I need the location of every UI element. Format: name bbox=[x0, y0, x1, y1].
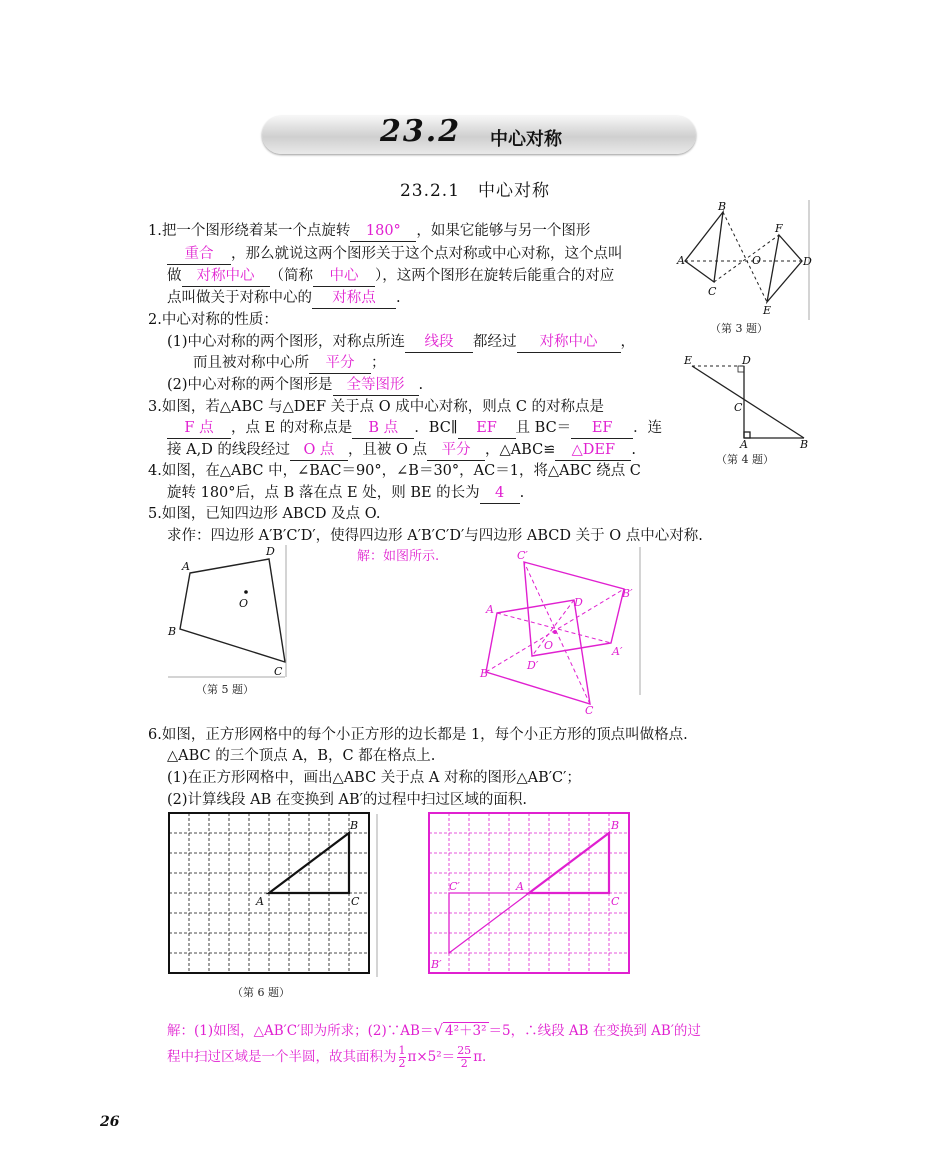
caption-4: （第 4 题） bbox=[716, 453, 774, 466]
q2-blank-2: 对称中心 bbox=[517, 332, 621, 353]
fig6ans-label-c: C bbox=[611, 895, 620, 908]
fig3-label-d: D bbox=[803, 255, 812, 268]
fig6ans-label-c2: C′ bbox=[449, 880, 460, 893]
q2-text: 都经过 bbox=[473, 334, 517, 350]
fig5ans-label-a2: A′ bbox=[612, 645, 623, 658]
section-number: 23.2 bbox=[380, 114, 462, 149]
q2-text: 而且被对称中心所 bbox=[193, 355, 309, 371]
fig3-label-b: B bbox=[718, 200, 727, 213]
fig4-label-c: C bbox=[734, 401, 743, 414]
fig6ans-label-b: B bbox=[611, 819, 620, 832]
fig3-label-f: F bbox=[775, 222, 783, 235]
fig6-label-c: C bbox=[351, 895, 360, 908]
fig3-label-a: A bbox=[677, 254, 685, 267]
fig4-label-d: D bbox=[742, 354, 751, 367]
q2-text: ； bbox=[371, 355, 386, 371]
figure-4 bbox=[680, 352, 810, 452]
q6-solution-radicand: 4²＋3² bbox=[445, 1023, 487, 1039]
fig5-label-o: O bbox=[239, 597, 249, 610]
q6-solution-text: 程中扫过区域是一个半圆，故其面积为 bbox=[167, 1049, 397, 1065]
fraction-denominator: 2 bbox=[398, 1057, 406, 1070]
section-title: 中心对称 bbox=[490, 129, 562, 150]
fig5ans-label-c2: C′ bbox=[517, 549, 528, 562]
caption-6: （第 6 题） bbox=[232, 986, 290, 999]
q1-text: 点叫做关于对称中心的 bbox=[167, 290, 312, 306]
q6-text: (2)计算线段 AB 在变换到 AB′的过程中扫过区域的面积. bbox=[167, 792, 528, 808]
q2-text: 2.中心对称的性质： bbox=[148, 312, 278, 328]
figure-5-answer bbox=[472, 545, 644, 717]
fraction-numerator: 25 bbox=[457, 1044, 472, 1057]
figure-6-answer bbox=[428, 812, 634, 978]
q3-blank-3: EF bbox=[458, 418, 516, 439]
figure-6 bbox=[168, 812, 380, 980]
q2-blank-4: 全等图形 bbox=[333, 375, 419, 396]
fig6ans-label-a: A bbox=[516, 880, 524, 893]
q1-blank-4: 中心 bbox=[313, 266, 375, 287]
q6-solution-text: 解：(1)如图，△AB′C′即为所求；(2)∵AB＝ bbox=[167, 1023, 434, 1039]
figure-5 bbox=[165, 543, 289, 679]
page-number: 26 bbox=[100, 1114, 120, 1130]
fig5-label-d: D bbox=[266, 545, 275, 558]
q3-blank-2: B 点 bbox=[352, 418, 414, 439]
q3-text: ．连 bbox=[633, 420, 663, 436]
q6-solution-text: π×5²＝ bbox=[407, 1049, 456, 1065]
fraction-denominator: 2 bbox=[460, 1057, 468, 1070]
q6-text: △ABC 的三个顶点 A，B，C 都在格点上. bbox=[167, 748, 436, 764]
fig5ans-label-c: C bbox=[585, 704, 594, 717]
fig3-triangle-def bbox=[767, 235, 802, 302]
q1-text: （简称 bbox=[269, 268, 313, 284]
q1-blank-5: 对称点 bbox=[312, 288, 396, 309]
fig5-quadrilateral bbox=[180, 559, 285, 662]
q3-text: ，点 E 的对称点是 bbox=[231, 420, 353, 436]
q1-text: ，那么就说这两个图形关于这个点对称或中心对称，这个点叫 bbox=[231, 246, 623, 262]
fig5ans-label-b2: B′ bbox=[622, 587, 633, 600]
q3-blank-4: EF bbox=[571, 418, 633, 439]
q4-blank-1: 4 bbox=[480, 483, 520, 504]
q3-blank-6: 平分 bbox=[427, 440, 485, 461]
q4-text: 旋转 180°后，点 B 落在点 E 处，则 BE 的长为 bbox=[167, 485, 480, 501]
fig3-label-c: C bbox=[708, 285, 717, 298]
q2-text: (2)中心对称的两个图形是 bbox=[167, 377, 333, 393]
fig5ans-abcd bbox=[486, 600, 590, 704]
q1-blank-2: 重合 bbox=[167, 244, 231, 265]
q2-text: . bbox=[418, 377, 424, 393]
fig4-label-a: A bbox=[740, 438, 748, 451]
caption-5: （第 5 题） bbox=[196, 683, 254, 696]
q3-blank-5: O 点 bbox=[290, 440, 348, 461]
q6-solution-text: π. bbox=[473, 1049, 487, 1065]
q1-text: ，如果它能够与另一个图形 bbox=[416, 223, 591, 239]
q3-text: ，△ABC≌ bbox=[485, 442, 556, 458]
q1-blank-1: 180° bbox=[350, 221, 416, 242]
fig5-label-c: C bbox=[274, 665, 283, 678]
q3-text: ，且被 O 点 bbox=[347, 442, 428, 458]
q5-text: 5.如图，已知四边形 ABCD 及点 O. bbox=[148, 506, 381, 522]
fig5ans-label-b: B bbox=[480, 667, 489, 680]
q2-text: (1)中心对称的两个图形，对称点所连 bbox=[167, 334, 406, 350]
q5-text: 求作：四边形 A′B′C′D′，使得四边形 A′B′C′D′与四边形 ABCD 关于 O 点中心对称. bbox=[167, 528, 703, 544]
fig5ans-label-d: D bbox=[574, 596, 583, 609]
fig5ans-label-d2: D′ bbox=[527, 659, 539, 672]
fig4-label-b: B bbox=[800, 438, 809, 451]
q3-text: ．BC∥ bbox=[414, 420, 458, 436]
q6-text: (1)在正方形网格中，画出△ABC 关于点 A 对称的图形△AB′C′； bbox=[167, 770, 581, 786]
fig6-label-a: A bbox=[256, 895, 264, 908]
q1-text: 1.把一个图形绕着某一个点旋转 bbox=[148, 223, 351, 239]
q6-solution-line-1: 解：(1)如图，△AB′C′即为所求；(2)∵AB＝√ 4²＋3² ＝5，∴线段 AB 在变换到 AB′的过 bbox=[167, 1021, 701, 1039]
q1-blank-3: 对称中心 bbox=[182, 266, 270, 287]
q3-text: 3.如图，若△ABC 与△DEF 关于点 O 成中心对称，则点 C 的对称点是 bbox=[148, 399, 605, 415]
fig5ans-label-a: A bbox=[486, 603, 494, 616]
q1-text: ），这两个图形在旋转后能重合的对应 bbox=[375, 268, 615, 284]
q4-text: . bbox=[519, 485, 525, 501]
q2-blank-3: 平分 bbox=[309, 353, 371, 374]
fig3-triangle-abc bbox=[685, 212, 723, 282]
q6-text: 6.如图，正方形网格中的每个小正方形的边长都是 1，每个小正方形的顶点叫做格点. bbox=[148, 727, 688, 743]
section-banner bbox=[262, 116, 696, 154]
fig5-label-a: A bbox=[182, 560, 190, 573]
q3-text: . bbox=[631, 442, 636, 458]
q1-text: . bbox=[396, 290, 401, 306]
fig6ans-label-b2: B′ bbox=[431, 958, 442, 971]
q3-blank-7: △DEF bbox=[555, 440, 631, 461]
fig3-label-e: E bbox=[763, 304, 772, 317]
fig5ans-label-o: O bbox=[544, 639, 554, 652]
q3-text: 接 A,D 的线段经过 bbox=[167, 442, 290, 458]
q4-text: 4.如图，在△ABC 中，∠BAC＝90°，∠B＝30°，AC＝1，将△ABC 绕点 C bbox=[148, 463, 641, 479]
caption-3: （第 3 题） bbox=[710, 322, 768, 335]
q3-text: 且 BC＝ bbox=[515, 420, 572, 436]
subsection-title: 23.2.1 中心对称 bbox=[399, 181, 551, 201]
fig5-label-b: B bbox=[168, 625, 177, 638]
q6-solution-line-2 bbox=[167, 1045, 486, 1070]
fig5ans-a2b2c2d2 bbox=[524, 562, 624, 656]
q6-solution-text: ＝5，∴线段 AB 在变换到 AB′的过 bbox=[488, 1023, 701, 1039]
fig4-label-e: E bbox=[684, 354, 693, 367]
q5-answer: 解：如图所示. bbox=[357, 549, 440, 564]
fraction-numerator: 1 bbox=[398, 1044, 406, 1057]
q1-text: 做 bbox=[167, 268, 182, 284]
fig3-label-o: O bbox=[752, 254, 762, 267]
q2-text: ， bbox=[620, 334, 636, 350]
q2-blank-1: 线段 bbox=[405, 332, 473, 353]
fig6-label-b: B bbox=[350, 819, 359, 832]
q3-blank-1: F 点 bbox=[167, 418, 231, 439]
figure-3 bbox=[676, 198, 812, 322]
